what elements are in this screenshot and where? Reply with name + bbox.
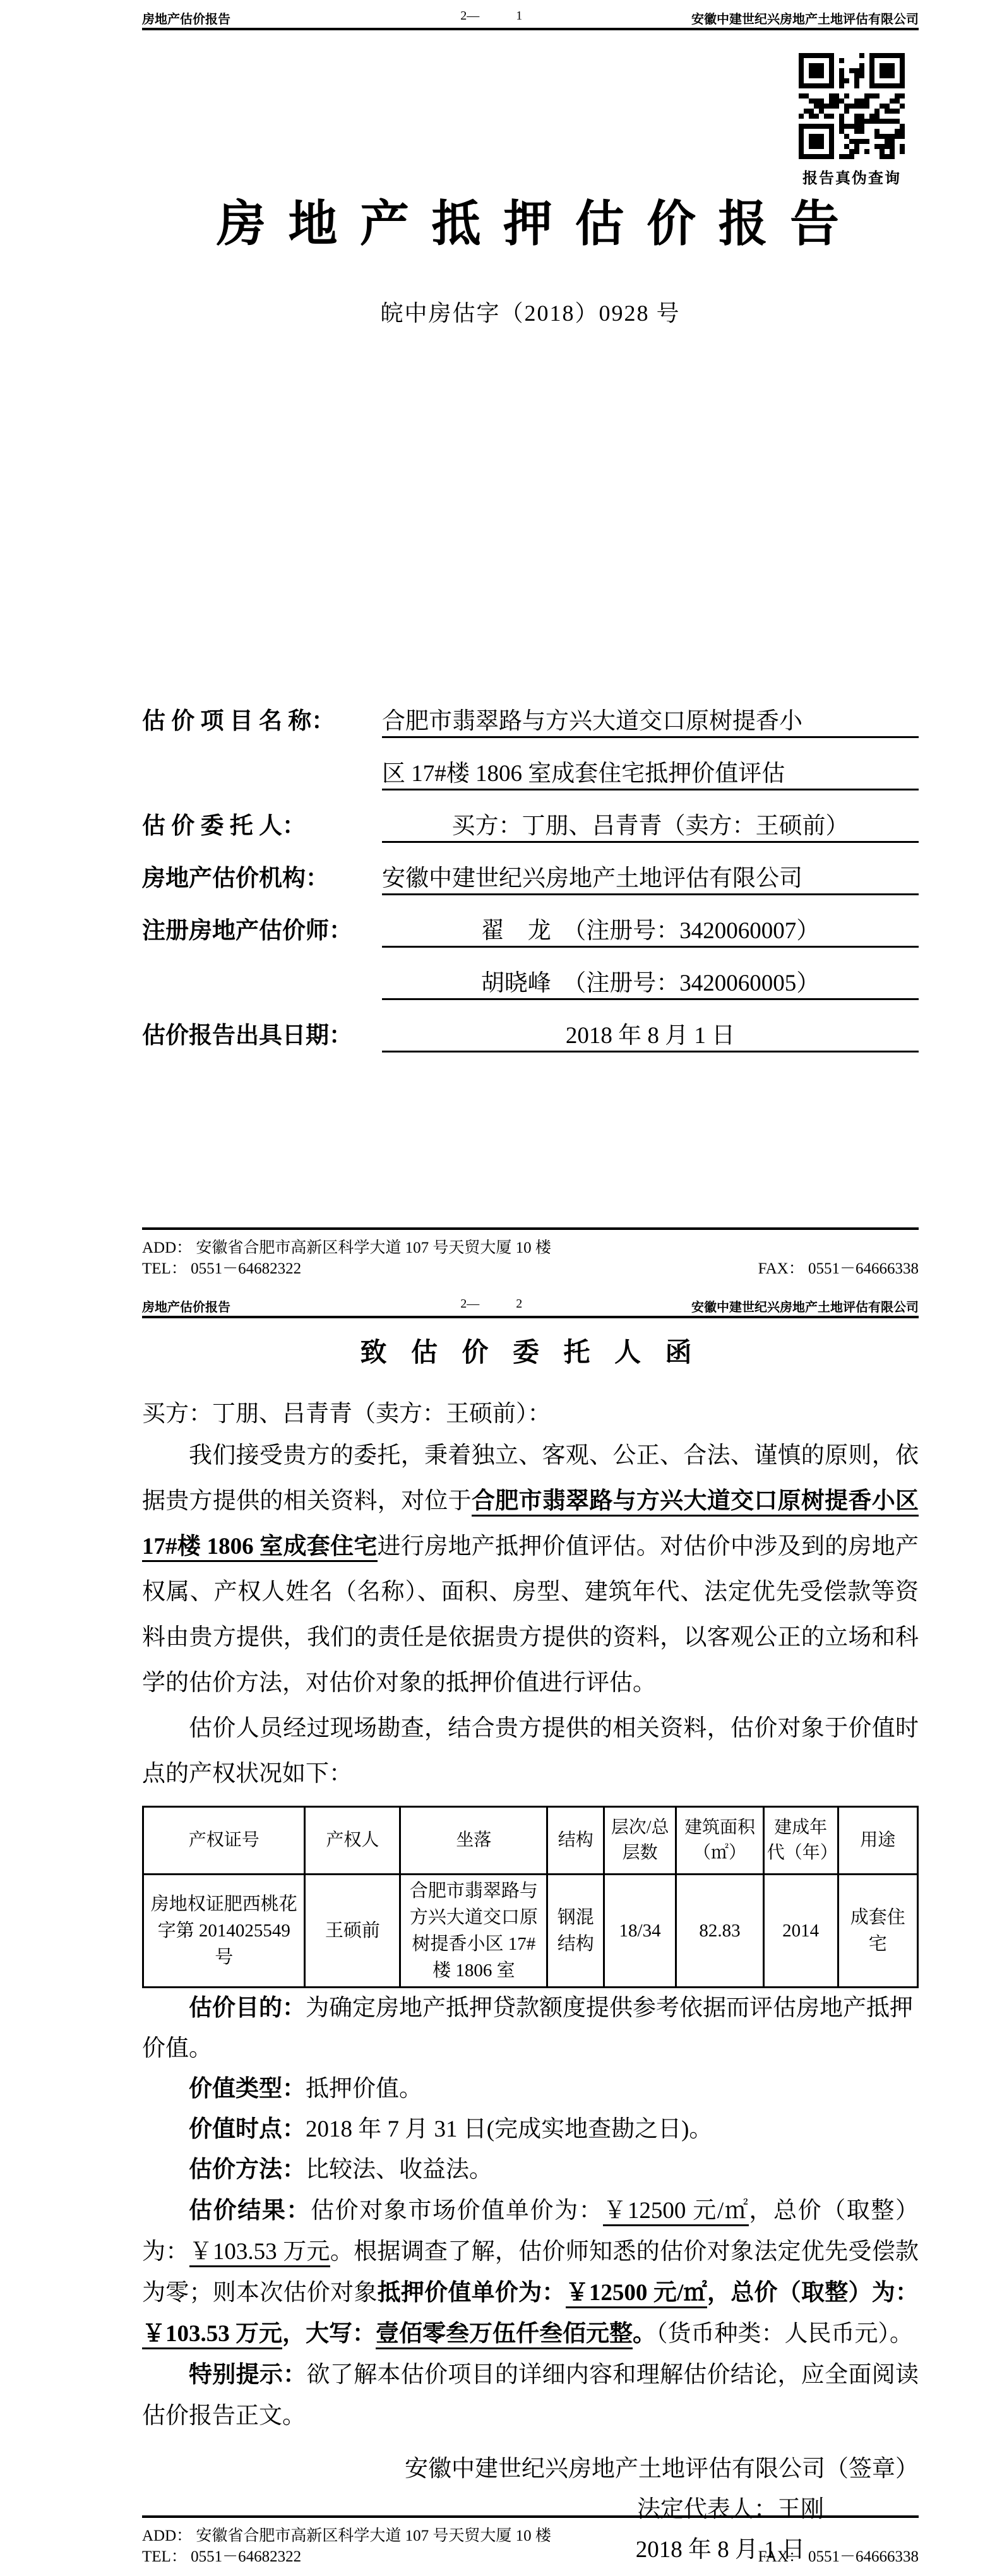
header-rule xyxy=(142,28,919,30)
text-run: （货币种类：人民币元）。 xyxy=(656,2321,913,2347)
item-text: 比较法、收益法。 xyxy=(306,2157,492,2183)
item-text: 2018 年 7 月 31 日(完成实地查勘之日)。 xyxy=(306,2116,713,2142)
info-value: 区 17#楼 1806 室成套住宅抵押价值评估 xyxy=(382,759,919,790)
info-value: 胡晓峰 （注册号：3420060005） xyxy=(382,969,919,1000)
info-row-agency xyxy=(142,864,919,895)
item-purpose xyxy=(142,1988,919,2069)
info-value: 安徽中建世纪兴房地产土地评估有限公司 xyxy=(382,864,919,895)
info-value: 2018 年 8 月 1 日 xyxy=(382,1021,919,1052)
col-location: 坐落 xyxy=(400,1807,547,1875)
info-row-appraiser-2 xyxy=(142,969,919,1000)
page-footer xyxy=(142,1227,919,1279)
text-run: ，总价（取整）为： xyxy=(142,2198,919,2265)
header-doc-type: 房地产估价报告 xyxy=(142,13,230,27)
col-area: 建筑面积（㎡） xyxy=(676,1807,764,1875)
item-label: 估价目的： xyxy=(189,1995,306,2021)
item-value-type xyxy=(142,2069,919,2109)
col-year: 建成年代（年） xyxy=(763,1807,838,1875)
col-cert-no: 产权证号 xyxy=(143,1807,305,1875)
footer-rule xyxy=(142,2515,919,2518)
signature-date: 2018 年 8 月 1 日 xyxy=(635,2537,805,2563)
special-label: 特别提示： xyxy=(189,2362,307,2388)
info-label: 估价报告出具日期： xyxy=(142,1023,352,1049)
footer-fax: FAX： 0551－64666338 xyxy=(758,1260,919,1277)
qr-code-icon xyxy=(799,53,905,159)
paragraph-special-note xyxy=(142,2354,919,2436)
signature-company: 安徽中建世纪兴房地产土地评估有限公司（签章） xyxy=(405,2456,919,2482)
mortgage-total-price: ￥103.53 万元 xyxy=(142,2321,282,2349)
item-text: 为确定房地产抵押贷款额度提供参考依据而评估房地产抵押价值。 xyxy=(142,1995,913,2061)
paragraph-survey: 估价人员经过现场勘查，结合贵方提供的相关资料，估价对象于价值时点的产权状况如下： xyxy=(142,1715,919,1787)
info-row-client xyxy=(142,811,919,843)
paragraph-result xyxy=(142,2190,919,2354)
header-company: 安徽中建世纪兴房地产土地评估有限公司 xyxy=(691,13,919,27)
text-run-bold: ，大写： xyxy=(282,2321,376,2347)
col-structure: 结构 xyxy=(547,1807,604,1875)
page-footer xyxy=(142,2515,919,2567)
col-owner: 产权人 xyxy=(305,1807,400,1875)
info-value: 翟 龙 （注册号：3420060007） xyxy=(382,916,919,948)
table-header-row xyxy=(143,1807,918,1875)
property-table xyxy=(142,1806,919,1988)
info-row-project-name-cont xyxy=(142,759,919,790)
item-label: 价值时点： xyxy=(189,2116,306,2142)
special-text: 欲了解本估价项目的详细内容和理解估价结论，应全面阅读估价报告正文。 xyxy=(142,2362,919,2429)
footer-tel: TEL： 0551－64682322 xyxy=(142,1260,302,1277)
header-volume: 2— xyxy=(460,1297,480,1311)
info-value: 买方：丁朋、吕青青（卖方：王硕前） xyxy=(382,811,919,843)
footer-rule xyxy=(142,1227,919,1230)
qr-block xyxy=(795,53,909,188)
salutation: 买方：丁朋、吕青青（卖方：王硕前）： xyxy=(142,1401,551,1427)
page-header xyxy=(142,1288,919,1316)
footer-tel-fax xyxy=(142,1258,919,1279)
text-run: 。根据调查了解，估价师知悉的估价对象法定优先受偿款为零；则本次估价对象 xyxy=(142,2239,919,2306)
header-page-no: 1 xyxy=(516,9,523,23)
footer-fax: FAX： 0551－64666338 xyxy=(758,2548,919,2565)
info-row-project-name xyxy=(142,707,919,738)
cell-location: 合肥市翡翠路与方兴大道交口原树提香小区 17#楼 1806 室 xyxy=(400,1875,547,1988)
unit-price-value: ￥12500 元/㎡ xyxy=(603,2198,749,2226)
result-label: 估价结果： xyxy=(189,2198,311,2224)
cell-owner: 王硕前 xyxy=(305,1875,400,1988)
letter-title: 致 估 价 委 托 人 函 xyxy=(360,1339,701,1368)
table-data-row xyxy=(143,1875,918,1988)
info-label: 估 价 项 目 名 称： xyxy=(142,708,335,734)
info-label xyxy=(142,759,382,790)
col-floor: 层次/总层数 xyxy=(604,1807,676,1875)
cell-cert-no: 房地权证肥西桃花字第 2014025549 号 xyxy=(143,1875,305,1988)
paragraph-commission xyxy=(142,1433,919,1706)
footer-tel-fax xyxy=(142,2546,919,2567)
total-price-value: ￥103.53 万元 xyxy=(189,2239,330,2267)
report-doc-number: 皖中房估字（2018）0928 号 xyxy=(380,301,681,326)
header-page-no: 2 xyxy=(516,1297,523,1311)
text-run: 我们接受贵方的委托，秉着独立、客观、公正、合法、谨慎的原则，依据贵方提供的相关资料，对位于 xyxy=(142,1443,919,1514)
footer-address: ADD： 安徽省合肥市高新区科学大道 107 号天贸大厦 10 楼 xyxy=(142,2527,551,2544)
signature-legal-rep: 法定代表人：王刚 xyxy=(637,2496,824,2522)
info-value: 合肥市翡翠路与方兴大道交口原树提香小 xyxy=(382,707,919,738)
text-run-bold: 。 xyxy=(633,2321,656,2347)
item-text: 抵押价值。 xyxy=(306,2076,422,2102)
text-run-bold: 抵押价值单价为： xyxy=(377,2280,566,2306)
footer-address: ADD： 安徽省合肥市高新区科学大道 107 号天贸大厦 10 楼 xyxy=(142,1239,551,1256)
cell-floor: 18/34 xyxy=(604,1875,676,1988)
item-value-date xyxy=(142,2109,919,2150)
header-rule xyxy=(142,1316,919,1318)
text-run: 估价对象市场价值单价为： xyxy=(311,2198,604,2224)
cover-info-list xyxy=(142,707,919,1052)
header-company: 安徽中建世纪兴房地产土地评估有限公司 xyxy=(691,1301,919,1315)
header-page-number xyxy=(460,1297,522,1311)
property-name-emphasis: 合肥市翡翠路与方兴大道交口原树提香小区 17#楼 1806 室成套住宅 xyxy=(142,1488,919,1562)
page-header xyxy=(142,0,919,28)
info-label: 房地产估价机构： xyxy=(142,866,329,891)
item-method xyxy=(142,2150,919,2190)
info-label: 估 价 委 托 人： xyxy=(142,813,306,839)
text-run: 进行房地产抵押价值评估。对估价中涉及到的房地产权属、产权人姓名（名称）、面积、房型、建筑年代、法定优先受偿款等资料由贵方提供，我们的责任是依据贵方提供的资料，以客观公正的立场和科学的估价方法，对估价对象的抵押价值进行评估。 xyxy=(142,1534,919,1696)
report-title: 房 地 产 抵 押 估 价 报 告 xyxy=(216,196,844,251)
info-row-issue-date xyxy=(142,1021,919,1052)
info-label xyxy=(142,969,382,1000)
cell-area: 82.83 xyxy=(676,1875,764,1988)
qr-caption: 报告真伪查询 xyxy=(802,170,901,187)
amount-in-words: 壹佰零叁万伍仟叁佰元整 xyxy=(376,2321,633,2349)
header-volume: 2— xyxy=(460,9,480,23)
letter-page xyxy=(0,1288,1002,2576)
header-doc-type: 房地产估价报告 xyxy=(142,1301,230,1315)
mortgage-unit-price: ￥12500 元/㎡ xyxy=(566,2280,707,2308)
header-page-number xyxy=(460,9,522,23)
cell-structure: 钢混结构 xyxy=(547,1875,604,1988)
info-row-appraiser-1 xyxy=(142,916,919,948)
cell-use: 成套住宅 xyxy=(838,1875,917,1988)
col-use: 用途 xyxy=(838,1807,917,1875)
item-label: 价值类型： xyxy=(189,2076,306,2102)
item-label: 估价方法： xyxy=(189,2157,306,2183)
cell-year: 2014 xyxy=(763,1875,838,1988)
text-run-bold: ，总价（取整）为： xyxy=(707,2280,919,2306)
footer-tel: TEL： 0551－64682322 xyxy=(142,2548,302,2565)
info-label: 注册房地产估价师： xyxy=(142,918,352,944)
